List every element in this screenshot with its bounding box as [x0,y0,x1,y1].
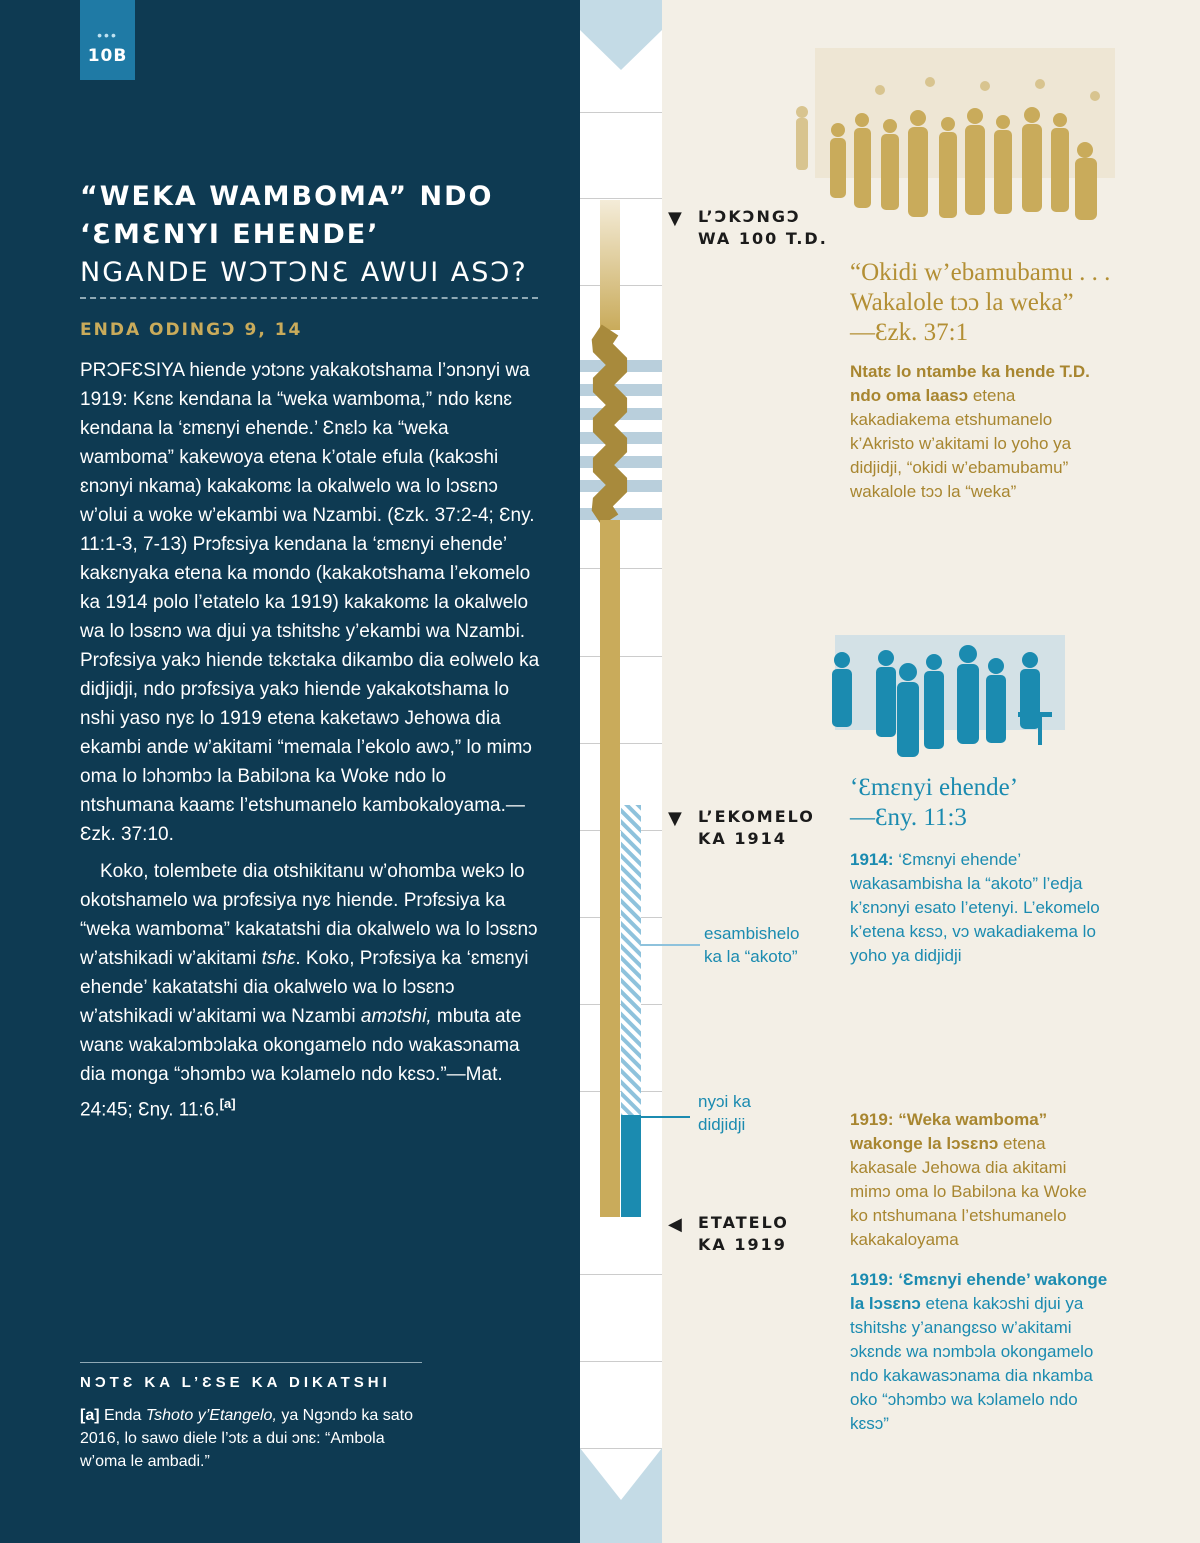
label-akoto-line-1: esambishelo [704,924,800,943]
quote-revelation-ref: —Ɛny. 11:3 [850,804,967,831]
note-1919-blue [850,1268,1110,1436]
paragraph-2-text-c: mbuta ate wanɛ wakalɔmbɔlaka okongamelo ndo wakasɔnama dia monga “ɔhɔmbɔ wa kɔlamelo ndo kɛsɔ.”—Mat. 24:45; Ɛny. 11:6. [80,1006,522,1121]
quote-ezekiel-ref: —Ɛzk. 37:1 [850,319,969,346]
note-100-td-text: etena kakadiakema etshumanelo k’Akristo w’akitami lo yoho ya didjidji, “okidi w’ebamubamu” wakalole tɔɔ la “weka” [850,386,1072,501]
page-number: 10B [87,46,128,66]
footnote-text-a: Enda [99,1407,146,1424]
paragraph-2-emphasis-1: tshɛ [261,948,296,969]
label-nyoi [698,1090,751,1136]
note-1919-blue-bold: 1919: ‘Ɛmɛnyi ehende’ wakonge la lɔsɛnɔ [850,1270,1108,1313]
triangle-down-icon: ▼ [668,208,682,229]
paragraph-2-emphasis-2: amɔtshi, [360,1006,432,1027]
note-100-td [850,360,1110,504]
marker-1919-line-1: ETATELO [698,1213,789,1232]
crowd-illustration [796,48,1115,220]
timeline-bottom-arrow [580,1448,662,1543]
footnote-heading: NƆTƐ KA L’ƐSE KA DIKATSHI [80,1374,391,1391]
triangle-down-icon: ▼ [668,808,682,829]
note-1914 [850,848,1100,968]
title-line-1: “WEKA WAMBOMA” NDO [80,181,494,212]
gold-timeline-bar [600,200,620,1217]
title-line-3: NGANDE WƆTƆNƐ AWUI ASƆ? [80,257,528,288]
quote-ezekiel [850,258,1170,348]
marker-1919 [668,1212,789,1256]
quote-revelation [850,773,1150,833]
note-1919-gold-bold: 1919: “Weka wamboma” wakonge la lɔsɛnɔ [850,1110,1048,1153]
quote-ezekiel-line-2: Wakalole tɔɔ la weka” [850,289,1074,316]
title-line-2: ‘ƐMƐNYI EHENDE’ [80,219,380,250]
note-100-td-bold: Ntatɛ lo ntambe ka hende T.D. ndo oma laasɔ [850,362,1090,405]
note-1914-bold: 1914: [850,850,894,869]
note-1919-gold-text: etena kakasale Jehowa dia akitami mimɔ oma lo Babilɔna ka Woke ko ntshumana l’etshumanelo kakakaloyama [850,1134,1087,1249]
marker-100-line-1: L’ƆKƆNGƆ [698,207,801,226]
study-reference: ENDA ODINGƆ 9, 14 [80,320,303,340]
marker-1914-line-1: L’EKOMELO [698,807,815,826]
men-group-illustration [832,635,1065,757]
footnote-reference[interactable]: [a] [219,1096,236,1111]
quote-revelation-line-1: ‘Ɛmɛnyi ehende’ [850,774,1019,801]
marker-1914 [668,806,815,850]
marker-1919-line-2: KA 1919 [698,1235,787,1254]
note-1914-text: ‘Ɛmɛnyi ehende’ wakasambisha la “akoto” l’edja k’ɛnɔnyi esato l’etenyi. L’ekomelo k’etena kɛsɔ, vɔ wakadiakema lo yoho ya didjidji [850,850,1100,965]
footnote-mark: [a] [80,1407,100,1424]
paragraph-2-text-b: . Koko, Prɔfɛsiya ka ‘ɛmɛnyi ehende’ kakatatshi dia okalwelo wa lo lɔsɛnɔ w’atshikadi w’akitami wa Nzambi [80,948,529,1027]
footnote-emphasis: Tshoto y’Etangelo, [145,1407,277,1424]
paragraph-1: PRƆFƐSIYA hiende yɔtɔnɛ yakakotshama l’ɔnɔnyi wa 1919: Kɛnɛ kendana la “weka wamboma,” ndo kɛnɛ kendana la ‘ɛmɛnyi ehende.’ Ɛnɛlɔ ka “weka wamboma” kakewoya etena k’otale efula (kakɔshi ɛnɔnyi nkama) kakakomɛ la okalwelo wa lo lɔsɛnɔ w’olui a woke w’ekambi wa Nzambi. (Ɛzk. 37:2-4; Ɛny. 11:1-3, 7-13) Prɔfɛsiya kendana la ‘ɛmɛnyi ehende’ kakɛnyaka etena ka mondo (kakakotshama l’ekomelo ka 1914 polo l’etatelo ka 1919) kakakomɛ la okalwelo wa lo lɔsɛnɔ wa djui ya tshitshɛ y’ekambi wa Nzambi. Prɔfɛsiya yakɔ hiende tɛkɛtaka dikambo dia eolwelo ka didjidji, ndo prɔfɛsiya yakɔ hiende yakakotshama lo nshi yaso nyɛ lo 1919 etena kaketawɔ Jehowa dia ekambi ande w’akitami “memala l’ekolo awɔ,” lo mimɔ oma lo lɔhɔmbɔ la Babilɔna ka Woke ndo lo ntshumana kaamɛ l’etshumanelo kambokaloyama.—Ɛzk. 37:10. [80,360,540,845]
label-akoto-line-2: ka la “akoto” [704,947,798,966]
note-1919-blue-text: etena kakɔshi djui ya tshitshɛ y’anangɛso w’akitami ɔkɛndɛ wa nɔmbɔla okongamelo ndo kakawasɔnama dia nkamba oko “ɔhɔmbɔ wa kɔlamelo ndo kɛsɔ” [850,1294,1094,1433]
marker-1914-line-2: KA 1914 [698,829,787,848]
page-tab-dots: ••• [97,27,118,43]
label-nyoi-line-1: nyɔi ka [698,1092,751,1111]
marker-100-td [668,206,828,250]
triangle-left-icon: ◀ [668,1214,682,1235]
timeline-top-arrow [580,0,662,70]
paragraph-2-text-a: Koko, tolembete dia otshikitanu w’ohomba wekɔ lo okotshamelo wa prɔfɛsiya nyɛ hiende. Prɔfɛsiya ka “weka wamboma” kakatatshi dia okalwelo wa lo lɔsɛnɔ w’atshikadi w’akitami [80,861,538,969]
marker-100-line-2: WA 100 T.D. [698,229,828,248]
blue-timeline-bar [621,805,641,1217]
label-akoto [704,922,799,968]
note-1919-gold [850,1108,1100,1252]
label-nyoi-line-2: didjidji [698,1115,746,1134]
quote-ezekiel-line-1: “Okidi w’ebamubamu . . . [850,259,1111,286]
footnote-text-b: ya Ngɔndɔ ka sato 2016, lo sawo diele l’ɔtɛ a dui ɔnɛ: “Ambola w’oma le ambadi.” [80,1407,413,1470]
